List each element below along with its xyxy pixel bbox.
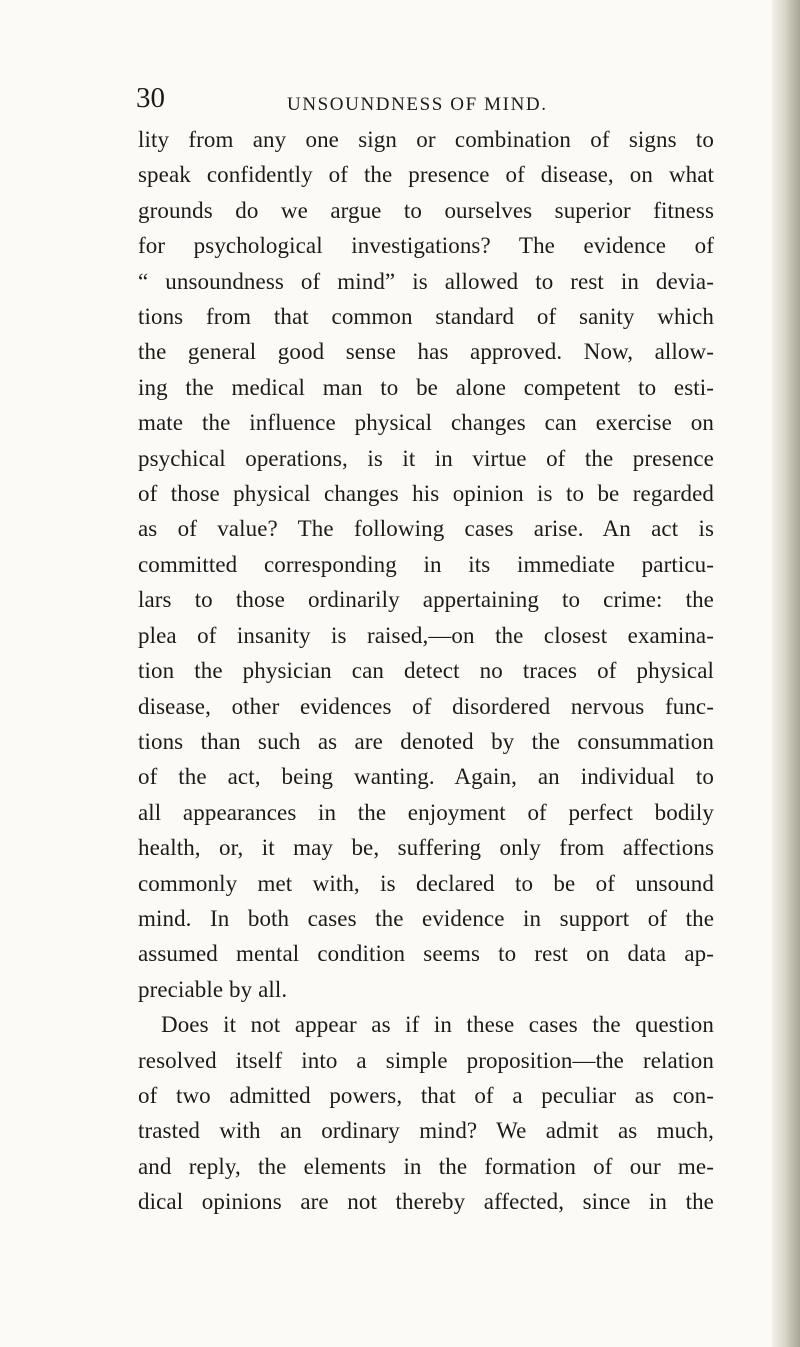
text-line: grounds do we argue to ourselves superior fitness: [138, 197, 714, 223]
text-line: tion the physician can detect no traces of physical: [138, 658, 714, 684]
text-line: of those physical changes his opinion is to be regarded: [138, 481, 714, 507]
text-line: health, or, it may be, suffering only from affections: [138, 835, 714, 861]
body-text: [138, 122, 714, 1220]
text-line: mate the influence physical changes can exercise on: [138, 410, 714, 436]
text-line: plea of insanity is raised,—on the closest examina-: [138, 622, 714, 648]
text-line: lity from any one sign or combination of signs to: [138, 127, 714, 152]
text-line: tions from that common standard of sanity which: [138, 304, 714, 330]
text-line: commonly met with, is declared to be of unsound: [138, 870, 714, 896]
text-line: preciable by all.: [138, 976, 288, 1002]
running-head: UNSOUNDNESS OF MIND.: [287, 94, 548, 115]
page-number: 30: [136, 82, 165, 114]
text-line: psychical operations, is it in virtue of the presence: [138, 445, 714, 471]
text-line: as of value? The following cases arise. An act is: [138, 516, 714, 542]
text-line: resolved itself into a simple proposition—the relation: [138, 1047, 714, 1073]
text-line: ing the medical man to be alone competent to esti-: [138, 374, 714, 400]
text-line: the general good sense has approved. Now, allow-: [138, 339, 714, 365]
text-line: and reply, the elements in the formation of our me-: [138, 1153, 714, 1179]
text-line: committed corresponding in its immediate particu-: [138, 551, 714, 577]
text-line: mind. In both cases the evidence in support of the: [138, 905, 714, 931]
text-line: tions than such as are denoted by the consummation: [138, 728, 714, 754]
text-line: lars to those ordinarily appertaining to crime: the: [138, 587, 714, 613]
paragraph-1: [138, 122, 714, 1007]
text-line: trasted with an ordinary mind? We admit as much,: [138, 1118, 714, 1144]
text-line: disease, other evidences of disordered nervous func-: [138, 693, 714, 719]
page-edge-shadow: [772, 0, 800, 1347]
text-line: of two admitted powers, that of a peculiar as con-: [138, 1082, 714, 1108]
text-line: Does it not appear as if in these cases the question: [161, 1012, 714, 1038]
paragraph-2: [138, 1007, 714, 1219]
text-line: “ unsoundness of mind” is allowed to rest in devia-: [138, 268, 714, 294]
text-line: assumed mental condition seems to rest on data ap-: [138, 941, 714, 967]
page-header: [0, 78, 800, 118]
text-line: for psychological investigations? The evidence of: [138, 233, 714, 259]
text-line: of the act, being wanting. Again, an individual to: [138, 764, 714, 790]
text-line: speak confidently of the presence of disease, on what: [138, 162, 714, 188]
text-line: dical opinions are not thereby affected, since in the: [138, 1189, 714, 1215]
text-line: all appearances in the enjoyment of perfect bodily: [138, 799, 714, 825]
